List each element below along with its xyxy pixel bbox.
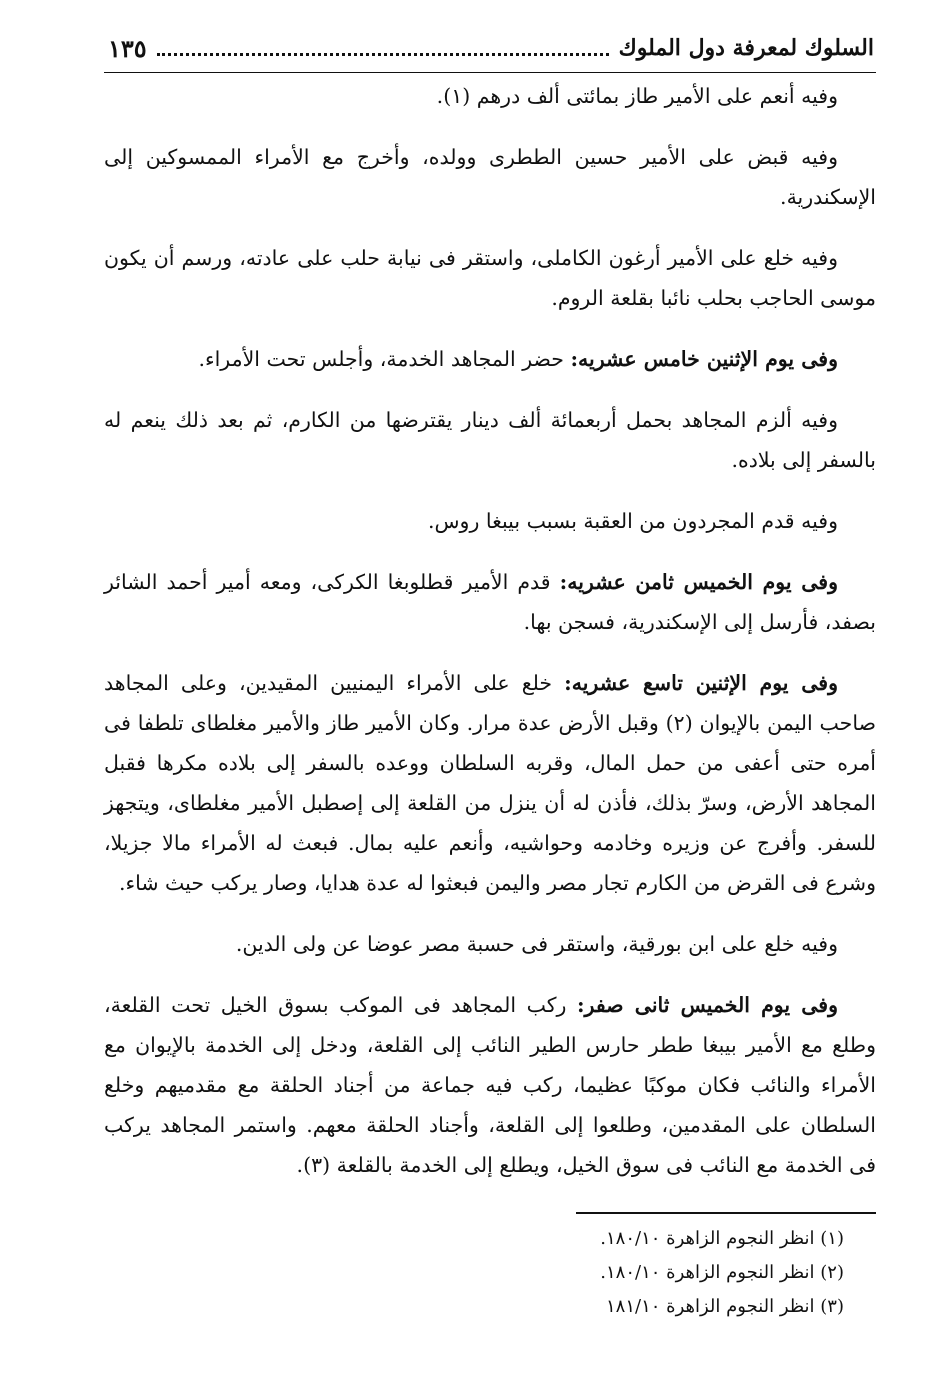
paragraph-text: وفيه ألزم المجاهد بحمل أربعمائة ألف دينار يقترضها من الكارم، ثم بعد ذلك ينعم له بالسفر إلى بلاده. xyxy=(104,408,876,472)
paragraph xyxy=(104,339,876,379)
footnote: (٢) انظر النجوم الزاهرة ١٨٠/١٠. xyxy=(600,1262,844,1283)
paragraph xyxy=(104,562,876,642)
footnote: (٣) انظر النجوم الزاهرة ١٨١/١٠ xyxy=(606,1296,844,1317)
paragraph xyxy=(104,238,876,318)
paragraph-lead: وفى يوم الإثنين تاسع عشريه: xyxy=(564,671,838,695)
paragraph-text: وفيه خلع على الأمير أرغون الكاملى، واستقر فى نيابة حلب على عادته، ورسم أن يكون موسى الحاجب بحلب نائبا بقلعة الروم. xyxy=(104,246,876,310)
running-header xyxy=(108,28,874,68)
paragraph-text: وفيه قبض على الأمير حسين الططرى وولده، وأخرج مع الأمراء الممسوكين إلى الإسكندرية. xyxy=(104,145,876,209)
paragraph-text: وفيه أنعم على الأمير طاز بمائتى ألف درهم (١). xyxy=(436,84,838,108)
paragraph xyxy=(104,137,876,217)
paragraph-text: حضر المجاهد الخدمة، وأجلس تحت الأمراء. xyxy=(198,347,571,371)
paragraph xyxy=(104,400,876,480)
book-title: السلوك لمعرفة دول الملوك xyxy=(618,35,874,61)
page-number: ١٣٥ xyxy=(108,33,147,63)
main-text xyxy=(104,76,876,1206)
paragraph-lead: وفى يوم الإثنين خامس عشريه: xyxy=(570,347,838,371)
paragraph xyxy=(104,985,876,1185)
paragraph xyxy=(104,76,876,116)
paragraph xyxy=(104,663,876,903)
header-rule xyxy=(104,72,876,73)
paragraph-lead: وفى يوم الخميس ثانى صفر: xyxy=(576,993,838,1017)
paragraph xyxy=(104,924,876,964)
footnote: (١) انظر النجوم الزاهرة ١٨٠/١٠. xyxy=(600,1228,844,1249)
paragraph-text: خلع على الأمراء اليمنيين المقيدين، وعلى المجاهد صاحب اليمن بالإيوان (٢) وقبل الأرض عدة مرار. وكان الأمير طاز والأمير مغلطاى تلطفا فى أمره حتى أعفى من حمل المال، وقربه السلطان ووعده بالسفر إلى بلاده مكرها فقبل المجاهد الأرض، وسرّ بذلك، فأذن له أن ينزل من القلعة إلى إصطبل الأمير مغلطاى، ويتجهز للسفر. وأفرج عن وزيره وخادمه وحواشيه، وأنعم عليه بمال. فبعث له الأمراء مالا جزيلا، وشرع فى القرض من الكارم تجار مصر واليمن فبعثوا له عدة هدايا، وصار يركب حيث شاء. xyxy=(104,671,876,895)
paragraph-text: وفيه خلع على ابن بورقية، واستقر فى حسبة مصر عوضا عن ولى الدين. xyxy=(235,932,838,956)
paragraph xyxy=(104,501,876,541)
footnote-rule xyxy=(576,1212,876,1214)
paragraph-text: قدم الأمير قطلوبغا الكركى، ومعه أمير أحمد الشائر بصفد، فأرسل إلى الإسكندرية، فسجن بها. xyxy=(104,570,876,634)
paragraph-text: ركب المجاهد فى الموكب بسوق الخيل تحت القلعة، وطلع مع الأمير بيبغا ططر حارس الطير النائب إلى القلعة، ودخل إلى الخدمة بالإيوان مع الأمراء والنائب فكان موكبًا عظيما، ركب فيه جماعة من أجناد الحلقة مع مقدميهم وخلع السلطان على المقدمين، وطلعوا إلى القلعة، وأجناد الحلقة معهم. واستمر المجاهد يركب فى الخدمة مع النائب فى سوق الخيل، ويطلع إلى الخدمة بالقلعة (٣). xyxy=(104,993,876,1177)
paragraph-lead: وفى يوم الخميس ثامن عشريه: xyxy=(559,570,838,594)
paragraph-text: وفيه قدم المجردون من العقبة بسبب بيبغا روس. xyxy=(428,509,838,533)
header-dot-leader xyxy=(157,53,609,56)
footnotes xyxy=(600,1222,844,1324)
